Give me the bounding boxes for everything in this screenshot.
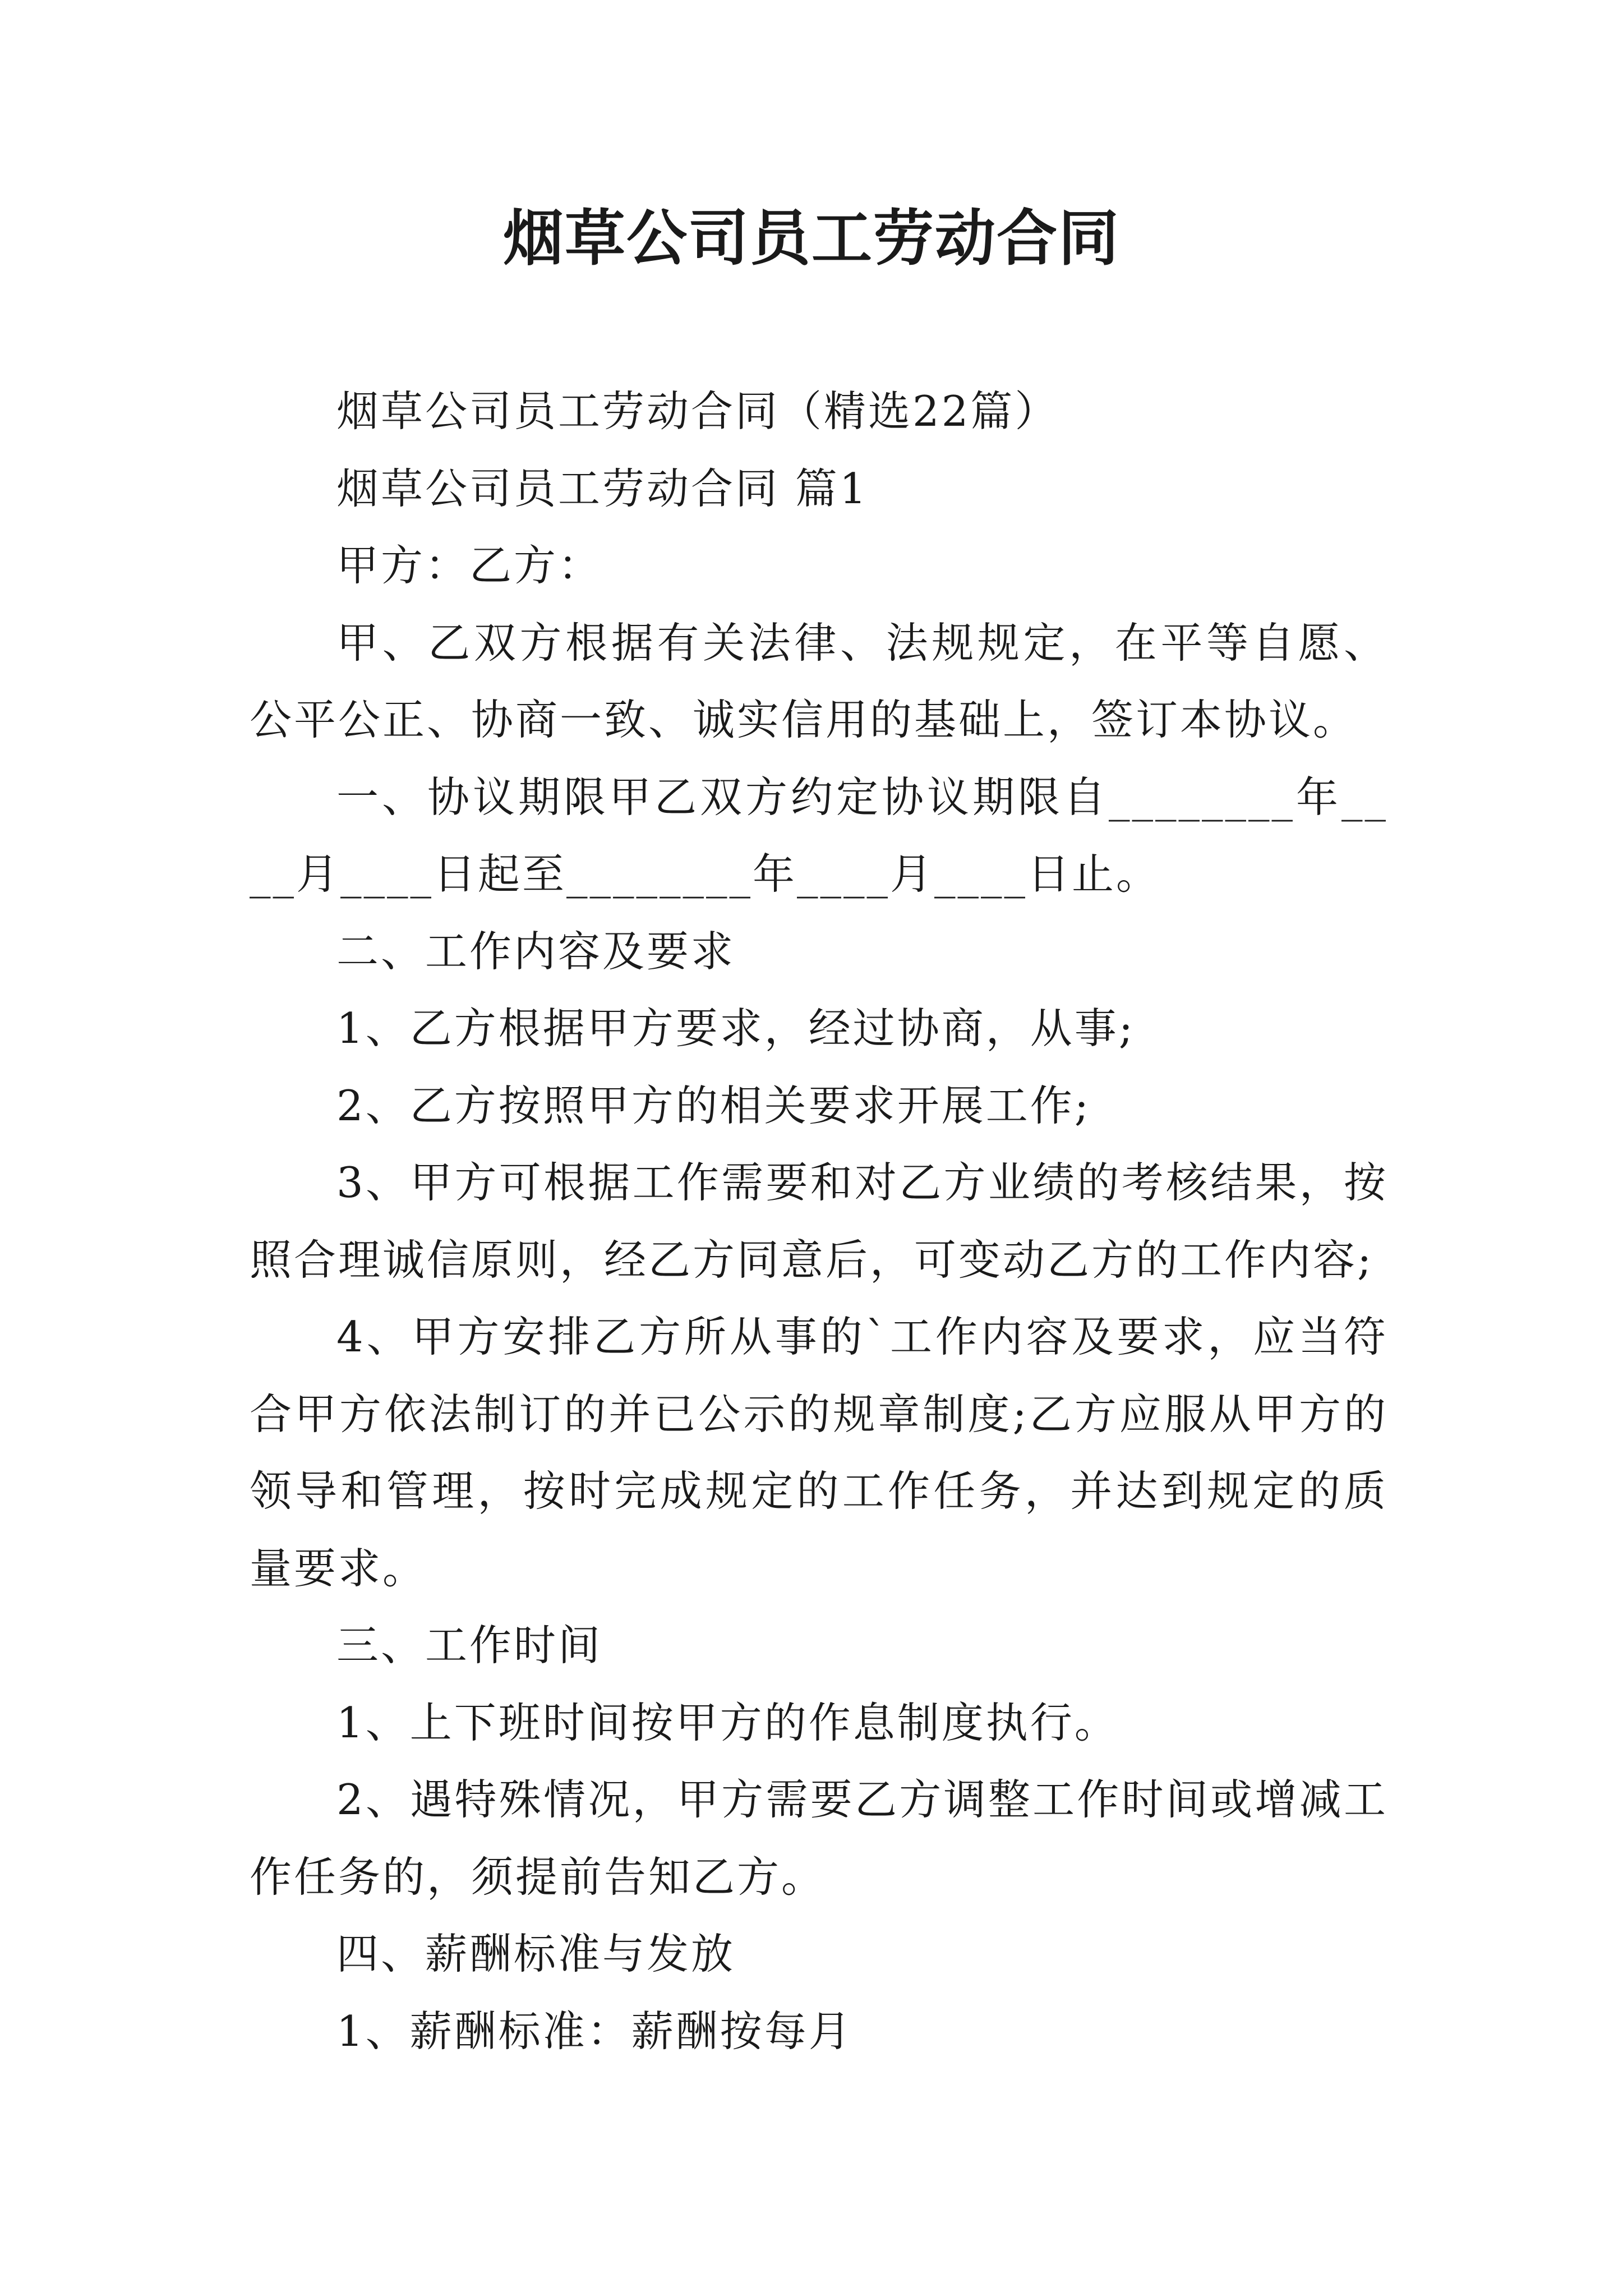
paragraph-clause-3-2: 2、遇特殊情况，甲方需要乙方调整工作时间或增减工作任务的，须提前告知乙方。 [250,1775,1388,1902]
paragraph-heading-2: 二、工作内容及要求 [336,926,736,976]
paragraph-parties: 甲方：乙方： [336,541,603,590]
paragraph-section-heading: 烟草公司员工劳动合同 篇1 [336,463,869,513]
paragraph-term: 一、协议期限甲乙双方约定协议期限自________年____月____日起至________年____月____日止。 [250,772,1388,899]
paragraph-heading-4: 四、薪酬标准与发放 [336,1929,736,1978]
paragraph-heading-3: 三、工作时间 [336,1621,603,1670]
paragraph-clause-2-3: 3、甲方可根据工作需要和对乙方业绩的考核结果，按照合理诚信原则，经乙方同意后，可变动乙方的工作内容; [250,1158,1388,1285]
document-title: 烟草公司员工劳动合同 [502,203,1120,274]
paragraph-clause-4-1: 1、薪酬标准：薪酬按每月 [336,2006,853,2056]
paragraph-clause-2-4: 4、甲方安排乙方所从事的`工作内容及要求，应当符合甲方依法制订的并已公示的规章制度;乙方应服从甲方的领导和管理，按时完成规定的工作任务，并达到规定的质量要求。 [250,1312,1388,1593]
paragraph-clause-2-2: 2、乙方按照甲方的相关要求开展工作; [336,1080,1091,1130]
paragraph-preamble: 甲、乙双方根据有关法律、法规规定，在平等自愿、公平公正、协商一致、诚实信用的基础上，签订本协议。 [250,618,1388,744]
paragraph-clause-2-1: 1、乙方根据甲方要求，经过协商，从事; [336,1004,1135,1053]
paragraph-clause-3-1: 1、上下班时间按甲方的作息制度执行。 [336,1697,1119,1747]
paragraph-subtitle: 烟草公司员工劳动合同（精选22篇） [336,386,1059,436]
document-body [250,373,1388,2070]
